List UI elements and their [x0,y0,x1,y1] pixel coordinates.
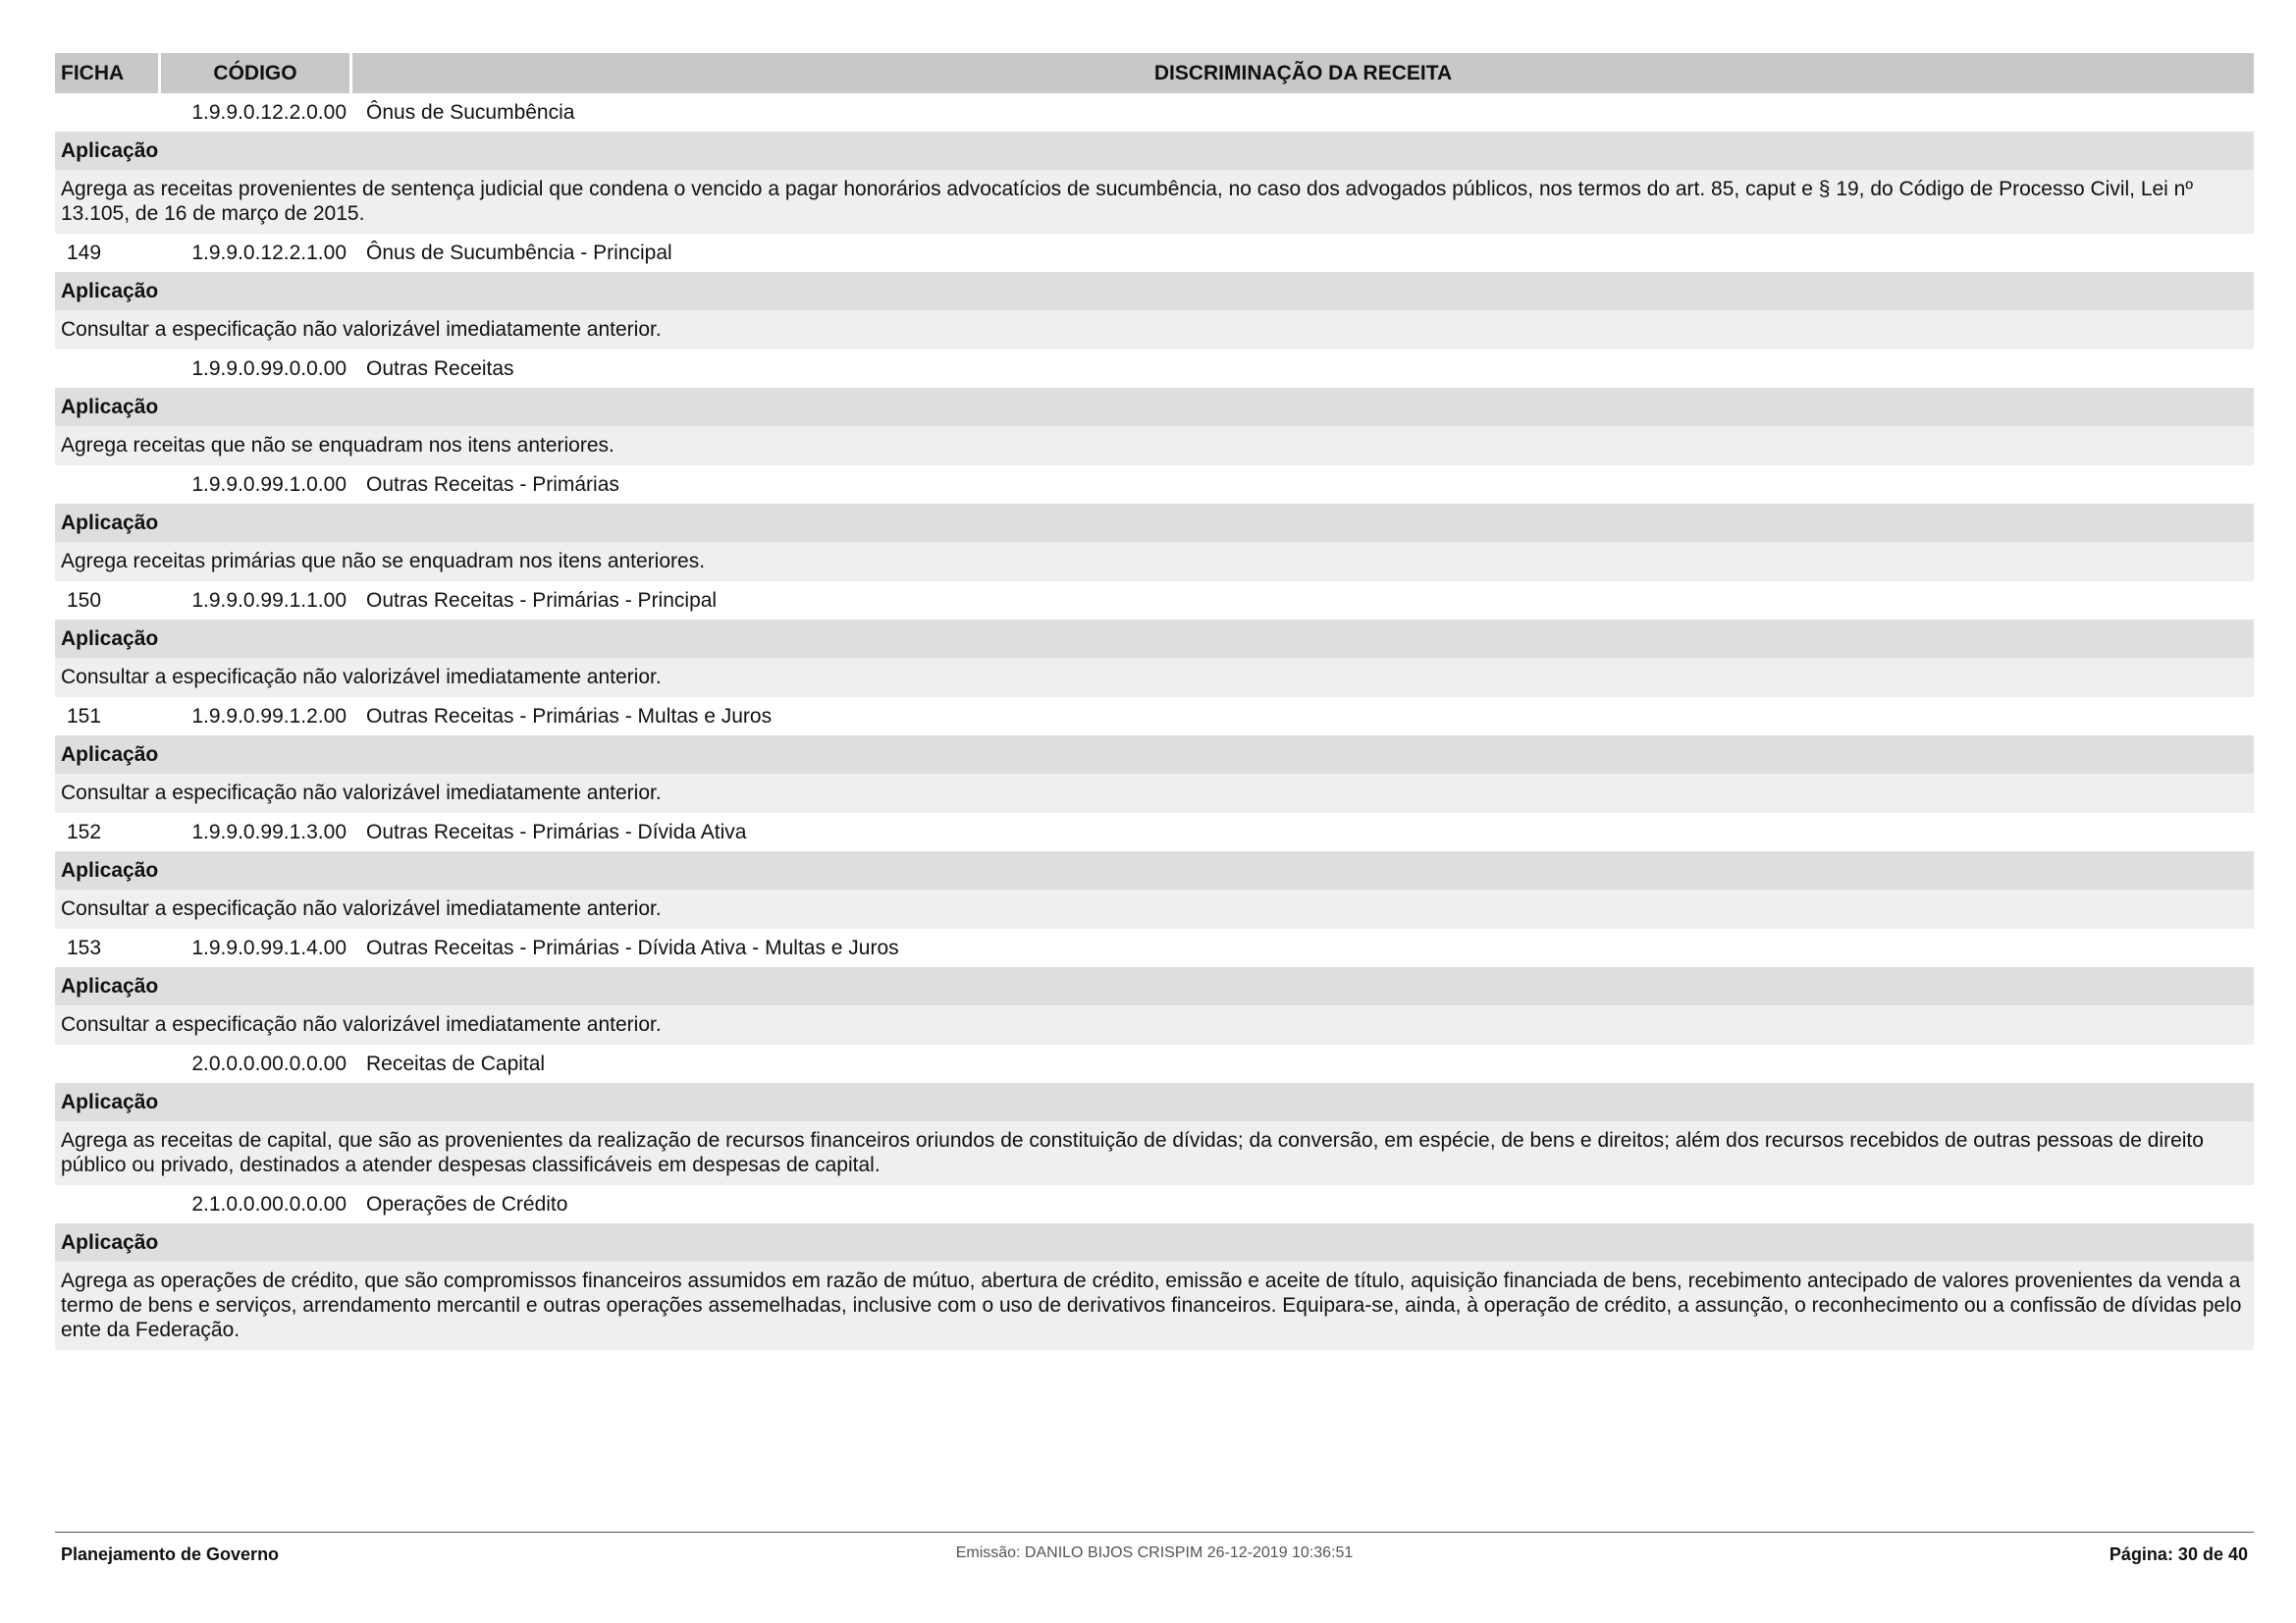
aplicacao-text: Consultar a especificação não valorizável imediatamente anterior. [55,310,2254,350]
codigo-cell: 2.1.0.0.00.0.0.00 [191,1192,347,1216]
descricao-cell: Ônus de Sucumbência - Principal [366,241,672,264]
descricao-cell: Outras Receitas [366,356,514,380]
table-row [55,581,2254,620]
aplicacao-label: Aplicação [55,1083,2254,1121]
descricao-cell: Operações de Crédito [366,1192,568,1216]
codigo-cell: 1.9.9.0.99.1.2.00 [191,704,347,728]
aplicacao-label: Aplicação [55,132,2254,170]
header-discriminacao: DISCRIMINAÇÃO DA RECEITA [1153,61,1453,84]
table-body [55,93,2254,1350]
table-row [55,350,2254,388]
descricao-cell: Ônus de Sucumbência [366,100,575,124]
codigo-cell: 1.9.9.0.99.1.0.00 [191,472,347,496]
aplicacao-label: Aplicação [55,620,2254,658]
aplicacao-label: Aplicação [55,967,2254,1005]
codigo-cell: 1.9.9.0.12.2.1.00 [191,241,347,264]
codigo-cell: 1.9.9.0.99.1.4.00 [191,936,347,959]
codigo-cell: 1.9.9.0.99.0.0.00 [191,356,347,380]
aplicacao-text: Agrega receitas que não se enquadram nos itens anteriores. [55,426,2254,465]
aplicacao-text: Consultar a especificação não valorizável imediatamente anterior. [55,774,2254,813]
aplicacao-text: Consultar a especificação não valorizável imediatamente anterior. [55,658,2254,697]
aplicacao-label: Aplicação [55,272,2254,310]
ficha-cell: 150 [67,588,102,612]
aplicacao-text: Agrega receitas primárias que não se enquadram nos itens anteriores. [55,542,2254,581]
descricao-cell: Outras Receitas - Primárias - Multas e Juros [366,704,773,728]
table-row [55,465,2254,504]
descricao-cell: Outras Receitas - Primárias [366,472,619,496]
aplicacao-label: Aplicação [55,388,2254,426]
codigo-cell: 2.0.0.0.00.0.0.00 [191,1052,347,1075]
footer-page-number: Página: 30 de 40 [2109,1544,2248,1564]
table-row [55,1185,2254,1223]
table-row [55,929,2254,967]
table-row [55,234,2254,272]
table-row [55,1045,2254,1083]
ficha-cell: 152 [67,820,102,843]
descricao-cell: Receitas de Capital [366,1052,546,1075]
aplicacao-text: Consultar a especificação não valorizável imediatamente anterior. [55,890,2254,929]
ficha-cell: 153 [67,936,102,959]
ficha-cell: 149 [67,241,102,264]
ficha-cell: 151 [67,704,102,728]
descricao-cell: Outras Receitas - Primárias - Dívida Ativa [366,820,747,843]
codigo-cell: 1.9.9.0.99.1.1.00 [191,588,347,612]
page-footer [55,1532,2254,1582]
aplicacao-label: Aplicação [55,851,2254,890]
table-header [55,53,2254,93]
descricao-cell: Outras Receitas - Primárias - Principal [366,588,718,612]
table-row [55,813,2254,851]
aplicacao-label: Aplicação [55,735,2254,774]
aplicacao-label: Aplicação [55,504,2254,542]
aplicacao-text: Agrega as operações de crédito, que são compromissos financeiros assumidos em razão de mútuo, abertura de crédito, emissão e aceite de título, aquisição financiada de bens, recebimento antecipado de valores provenientes da venda a termo de bens e serviços, arrendamento mercantil e outras operações assemelhadas, inclusive com o uso de derivativos financeiros. Equipara-se, ainda, à operação de crédito, a assunção, o reconhecimento ou a confissão de dívidas pelo ente da Federação. [55,1262,2254,1350]
footer-emission-info: Emissão: DANILO BIJOS CRISPIM 26-12-2019 10:36:51 [955,1544,1354,1561]
table-row [55,697,2254,735]
aplicacao-text: Agrega as receitas provenientes de sentença judicial que condena o vencido a pagar honorários advocatícios de sucumbência, no caso dos advogados públicos, nos termos do art. 85, caput e § 19, do Código de Processo Civil, Lei nº 13.105, de 16 de março de 2015. [55,170,2254,234]
header-ficha: FICHA [55,53,161,93]
codigo-cell: 1.9.9.0.12.2.0.00 [191,100,347,124]
codigo-cell: 1.9.9.0.99.1.3.00 [191,820,347,843]
revenue-report-table [55,53,2254,1350]
descricao-cell: Outras Receitas - Primárias - Dívida Ativa - Multas e Juros [366,936,899,959]
header-codigo: CÓDIGO [161,53,352,93]
aplicacao-label: Aplicação [55,1223,2254,1262]
table-row [55,93,2254,132]
aplicacao-text: Agrega as receitas de capital, que são as provenientes da realização de recursos financeiros oriundos de constituição de dívidas; da conversão, em espécie, de bens e direitos; além dos recursos recebidos de outras pessoas de direito público ou privado, destinados a atender despesas classificáveis em despesas de capital. [55,1121,2254,1185]
aplicacao-text: Consultar a especificação não valorizável imediatamente anterior. [55,1005,2254,1045]
footer-department: Planejamento de Governo [61,1544,280,1564]
